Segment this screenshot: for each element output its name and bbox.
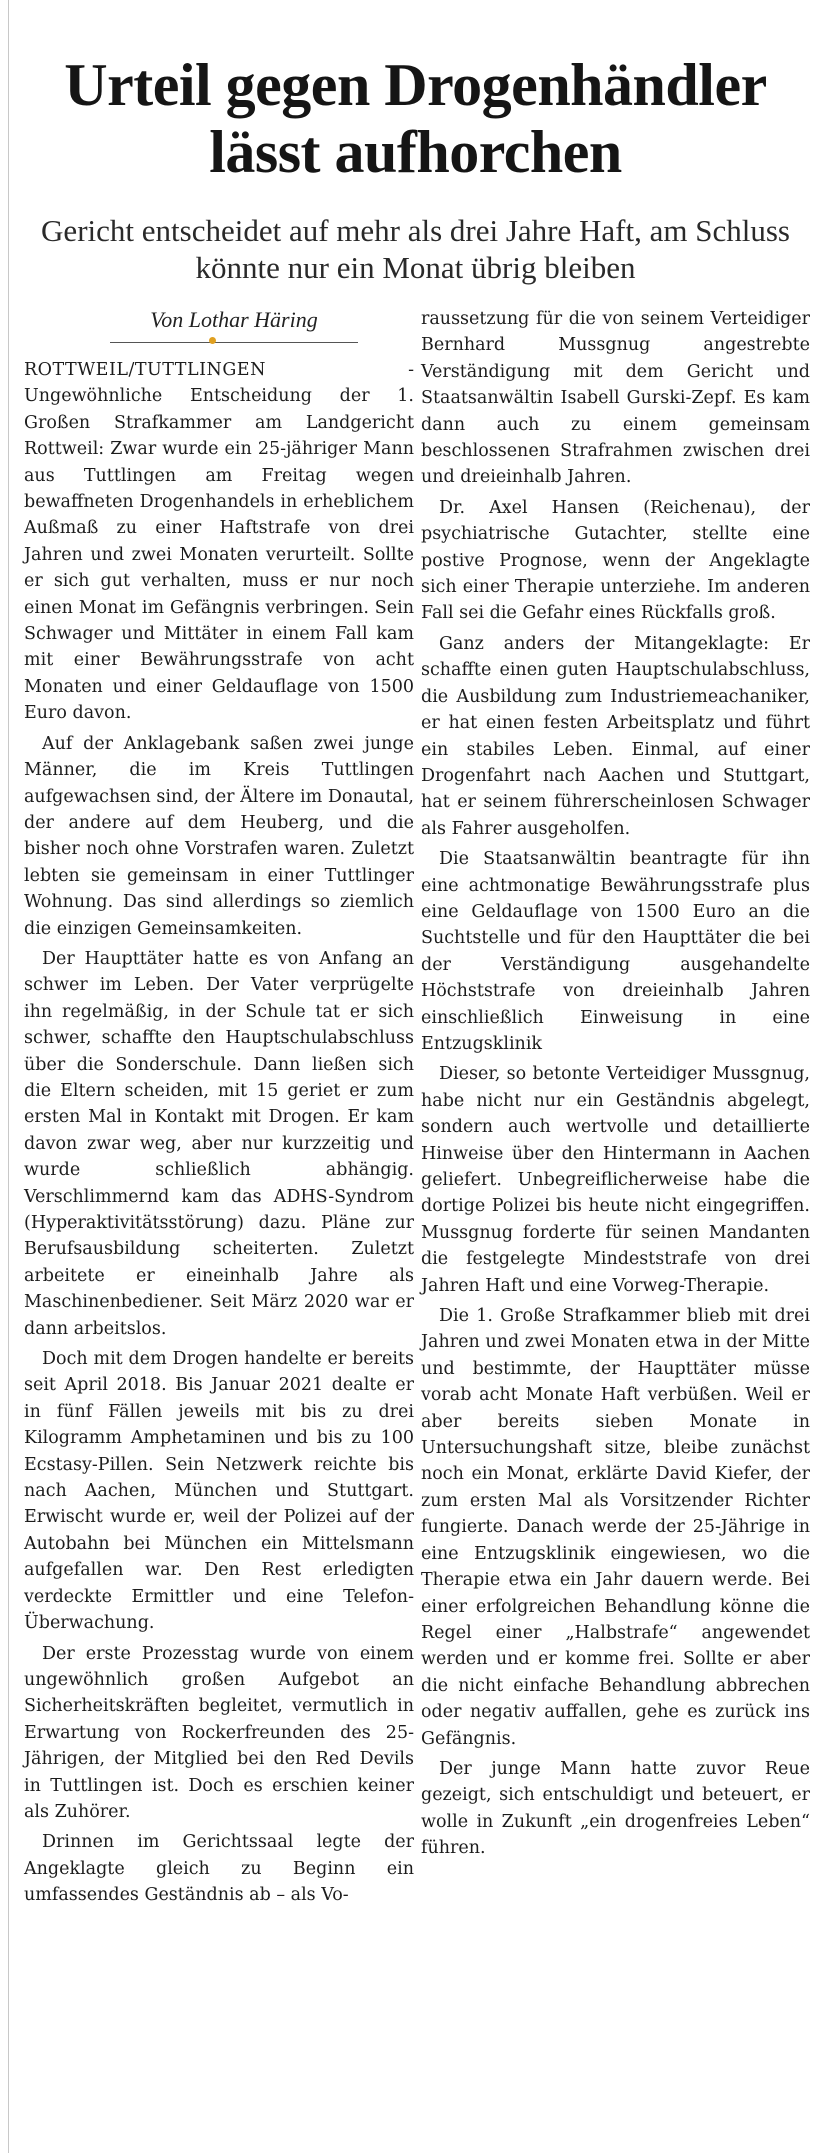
article-column-right: [421, 306, 810, 1866]
paragraph: Die 1. Große Strafkammer blieb mit drei Jahren und zwei Monaten etwa in der Mitte und bestimmte, der Haupttäter müsse vorab acht Monate Haft verbüßen. Weil er aber bereits sieben Monate in Untersuchungshaft sitze, bleibe zunächst noch ein Monat, erklärte David Kiefer, der zum ersten Mal als Vorsitzender Richter fungierte. Danach werde der 25-Jährige in eine Entzugsklinik eingewiesen, wo die Therapie etwa ein Jahr dauern werde. Bei einer erfolgreichen Behandlung könne die Regel einer „Halbstrafe“ angewendet werden und er komme frei. Sollte er aber die nicht einfache Behandlung abbrechen oder negativ auffallen, gehe es zurück ins Gefängnis.: [421, 1306, 810, 1749]
article-column-left: [24, 357, 414, 1913]
subheadline: Gericht entscheidet auf mehr als drei Jahre Haft, am Schluss könnte nur ein Monat übrig bleiben: [41, 213, 790, 285]
paragraph: Ganz anders der Mitangeklagte: Er schaffte einen guten Hauptschulabschluss, die Ausbildung zum Industriemeachaniker, er hat einen festen Arbeitsplatz und führt ein stabiles Leben. Einmal, auf einer Drogenfahrt nach Aachen und Stuttgart, hat er seinem führerscheinlosen Schwager als Fahrer ausgeholfen.: [421, 633, 810, 839]
paragraph: Auf der Anklagebank saßen zwei junge Männer, die im Kreis Tuttlingen aufgewachsen sind, der Ältere im Donautal, der andere auf dem Heuberg, und die bisher noch ohne Vorstrafen waren. Zuletzt lebten sie gemeinsam in einer Tuttlinger Wohnung. Das sind allerdings so ziemlich die einzigen Gemeinsamkeiten.: [24, 733, 414, 939]
paragraph-text: Ungewöhnliche Entscheidung der 1. Großen Strafkammer am Landgericht Rottweil: Zwar wurde ein 25-jähriger Mann aus Tuttlingen am Freitag wegen bewaffneten Drogenhandels in erheblichem Außmaß zu einer Haftstrafe von drei Jahren und zwei Monaten verurteilt. Sollte er sich gut verhalten, muss er nur noch einen Monat im Gefängnis verbringen. Sein Schwager und Mittäter in einem Fall kam mit einer Bewährungsstrafe von acht Monaten und einer Geldauflage von 1500 Euro davon.: [24, 386, 414, 724]
byline-accent-dot: [209, 337, 216, 344]
paragraph-continuation: raussetzung für die von seinem Verteidiger Bernhard Mussgnug angestrebte Verständigung mit dem Gericht und Staatsanwältin Isabell Gurski-Zepf. Es kam dann auch zu einem gemeinsam beschlossenen Strafrahmen zwischen drei und dreieinhalb Jahren.: [421, 309, 810, 488]
byline: Von Lothar Häring: [150, 307, 318, 332]
byline-rule: [110, 342, 358, 343]
paragraph: Dr. Axel Hansen (Reichenau), der psychiatrische Gutachter, stellte eine postive Prognose, wenn der Angeklagte sich einer Therapie unterziehe. Im anderen Fall sei die Gefahr eines Rückfalls groß.: [421, 497, 810, 624]
paragraph: Dieser, so betonte Verteidiger Mussgnug, habe nicht nur ein Geständnis abgelegt, sondern auch wertvolle und detaillierte Hinweise über den Hintermann in Aachen geliefert. Unbegreiflicherweise habe die dortige Polizei bis heute nicht eingegriffen. Mussgnug forderte für seinen Mandanten die festgelegte Mindeststrafe von drei Jahren Haft und eine Vorweg-Therapie.: [421, 1064, 810, 1296]
dateline: ROTTWEIL/TUTTLINGEN: [24, 360, 266, 380]
paragraph: Drinnen im Gerichtssaal legte der Angeklagte gleich zu Beginn ein umfassendes Geständnis ab – als Vo-: [24, 1832, 414, 1906]
paragraph: Der junge Mann hatte zuvor Reue gezeigt, sich entschuldigt und beteuert, er wolle in Zukunft „ein drogenfreies Leben“ führen.: [421, 1758, 810, 1859]
paragraph: Der erste Prozesstag wurde von einem ungewöhnlich großen Aufgebot an Sicherheitskräften begleitet, vermutlich in Erwartung von Rockerfreunden des 25-Jährigen, der Mitglied bei den Red Devils in Tuttlingen ist. Doch es erschien keiner als Zuhörer.: [24, 1643, 414, 1822]
headline: Urteil gegen Drogenhändler lässt aufhorchen: [64, 52, 767, 185]
paragraph: Die Staatsanwältin beantragte für ihn eine achtmonatige Bewährungsstrafe plus eine Geldauflage von 1500 Euro an die Suchtstelle und für den Haupttäter die bei der Verständigung ausgehandelte Höchststrafe von dreieinhalb Jahren einschließlich Einweisung in eine Entzugsklinik: [421, 849, 810, 1054]
paragraph: Doch mit dem Drogen handelte er bereits seit April 2018. Bis Januar 2021 dealte er in fünf Fällen jeweils mit bis zu drei Kilogramm Amphetaminen und bis zu 100 Ecstasy-Pillen. Sein Netzwerk reichte bis nach Aachen, München und Stuttgart. Erwischt wurde er, weil der Polizei auf der Autobahn bei München ein Mittelsmann aufgefallen war. Den Rest erledigten verdeckte Ermittler und eine Telefon-Überwachung.: [24, 1349, 414, 1634]
page-edge-rule: [8, 0, 9, 2153]
paragraph: Der Haupttäter hatte es von Anfang an schwer im Leben. Der Vater verprügelte ihn regelmäßig, in der Schule tat er sich schwer, schaffte den Hauptschulabschluss über die Sonderschule. Dann ließen sich die Eltern scheiden, mit 15 geriet er zum ersten Mal in Kontakt mit Drogen. Er kam davon zwar weg, aber nur kurzzeitig und wurde schließlich abhängig. Verschlimmernd kam das ADHS-Syndrom (Hyperaktivitätsstörung) dazu. Pläne zur Berufsausbildung scheiterten. Zuletzt arbeitete er eineinhalb Jahre als Maschinenbediener. Seit März 2020 war er dann arbeitslos.: [24, 948, 414, 1339]
lead-paragraph: ROTTWEIL/TUTTLINGEN - Ungewöhnliche Entscheidung der 1. Großen Strafkammer am Landgericht Rottweil: Zwar wurde ein 25-jähriger Mann aus Tuttlingen am Freitag wegen bewaffneten Drogenhandels in erheblichem Außmaß zu einer Haftstrafe von drei Jahren und zwei Monaten verurteilt. Sollte er sich gut verhalten, muss er nur noch einen Monat im Gefängnis verbringen. Sein Schwager und Mittäter in einem Fall kam mit einer Bewährungsstrafe von acht Monaten und einer Geldauflage von 1500 Euro davon.: [24, 360, 414, 724]
